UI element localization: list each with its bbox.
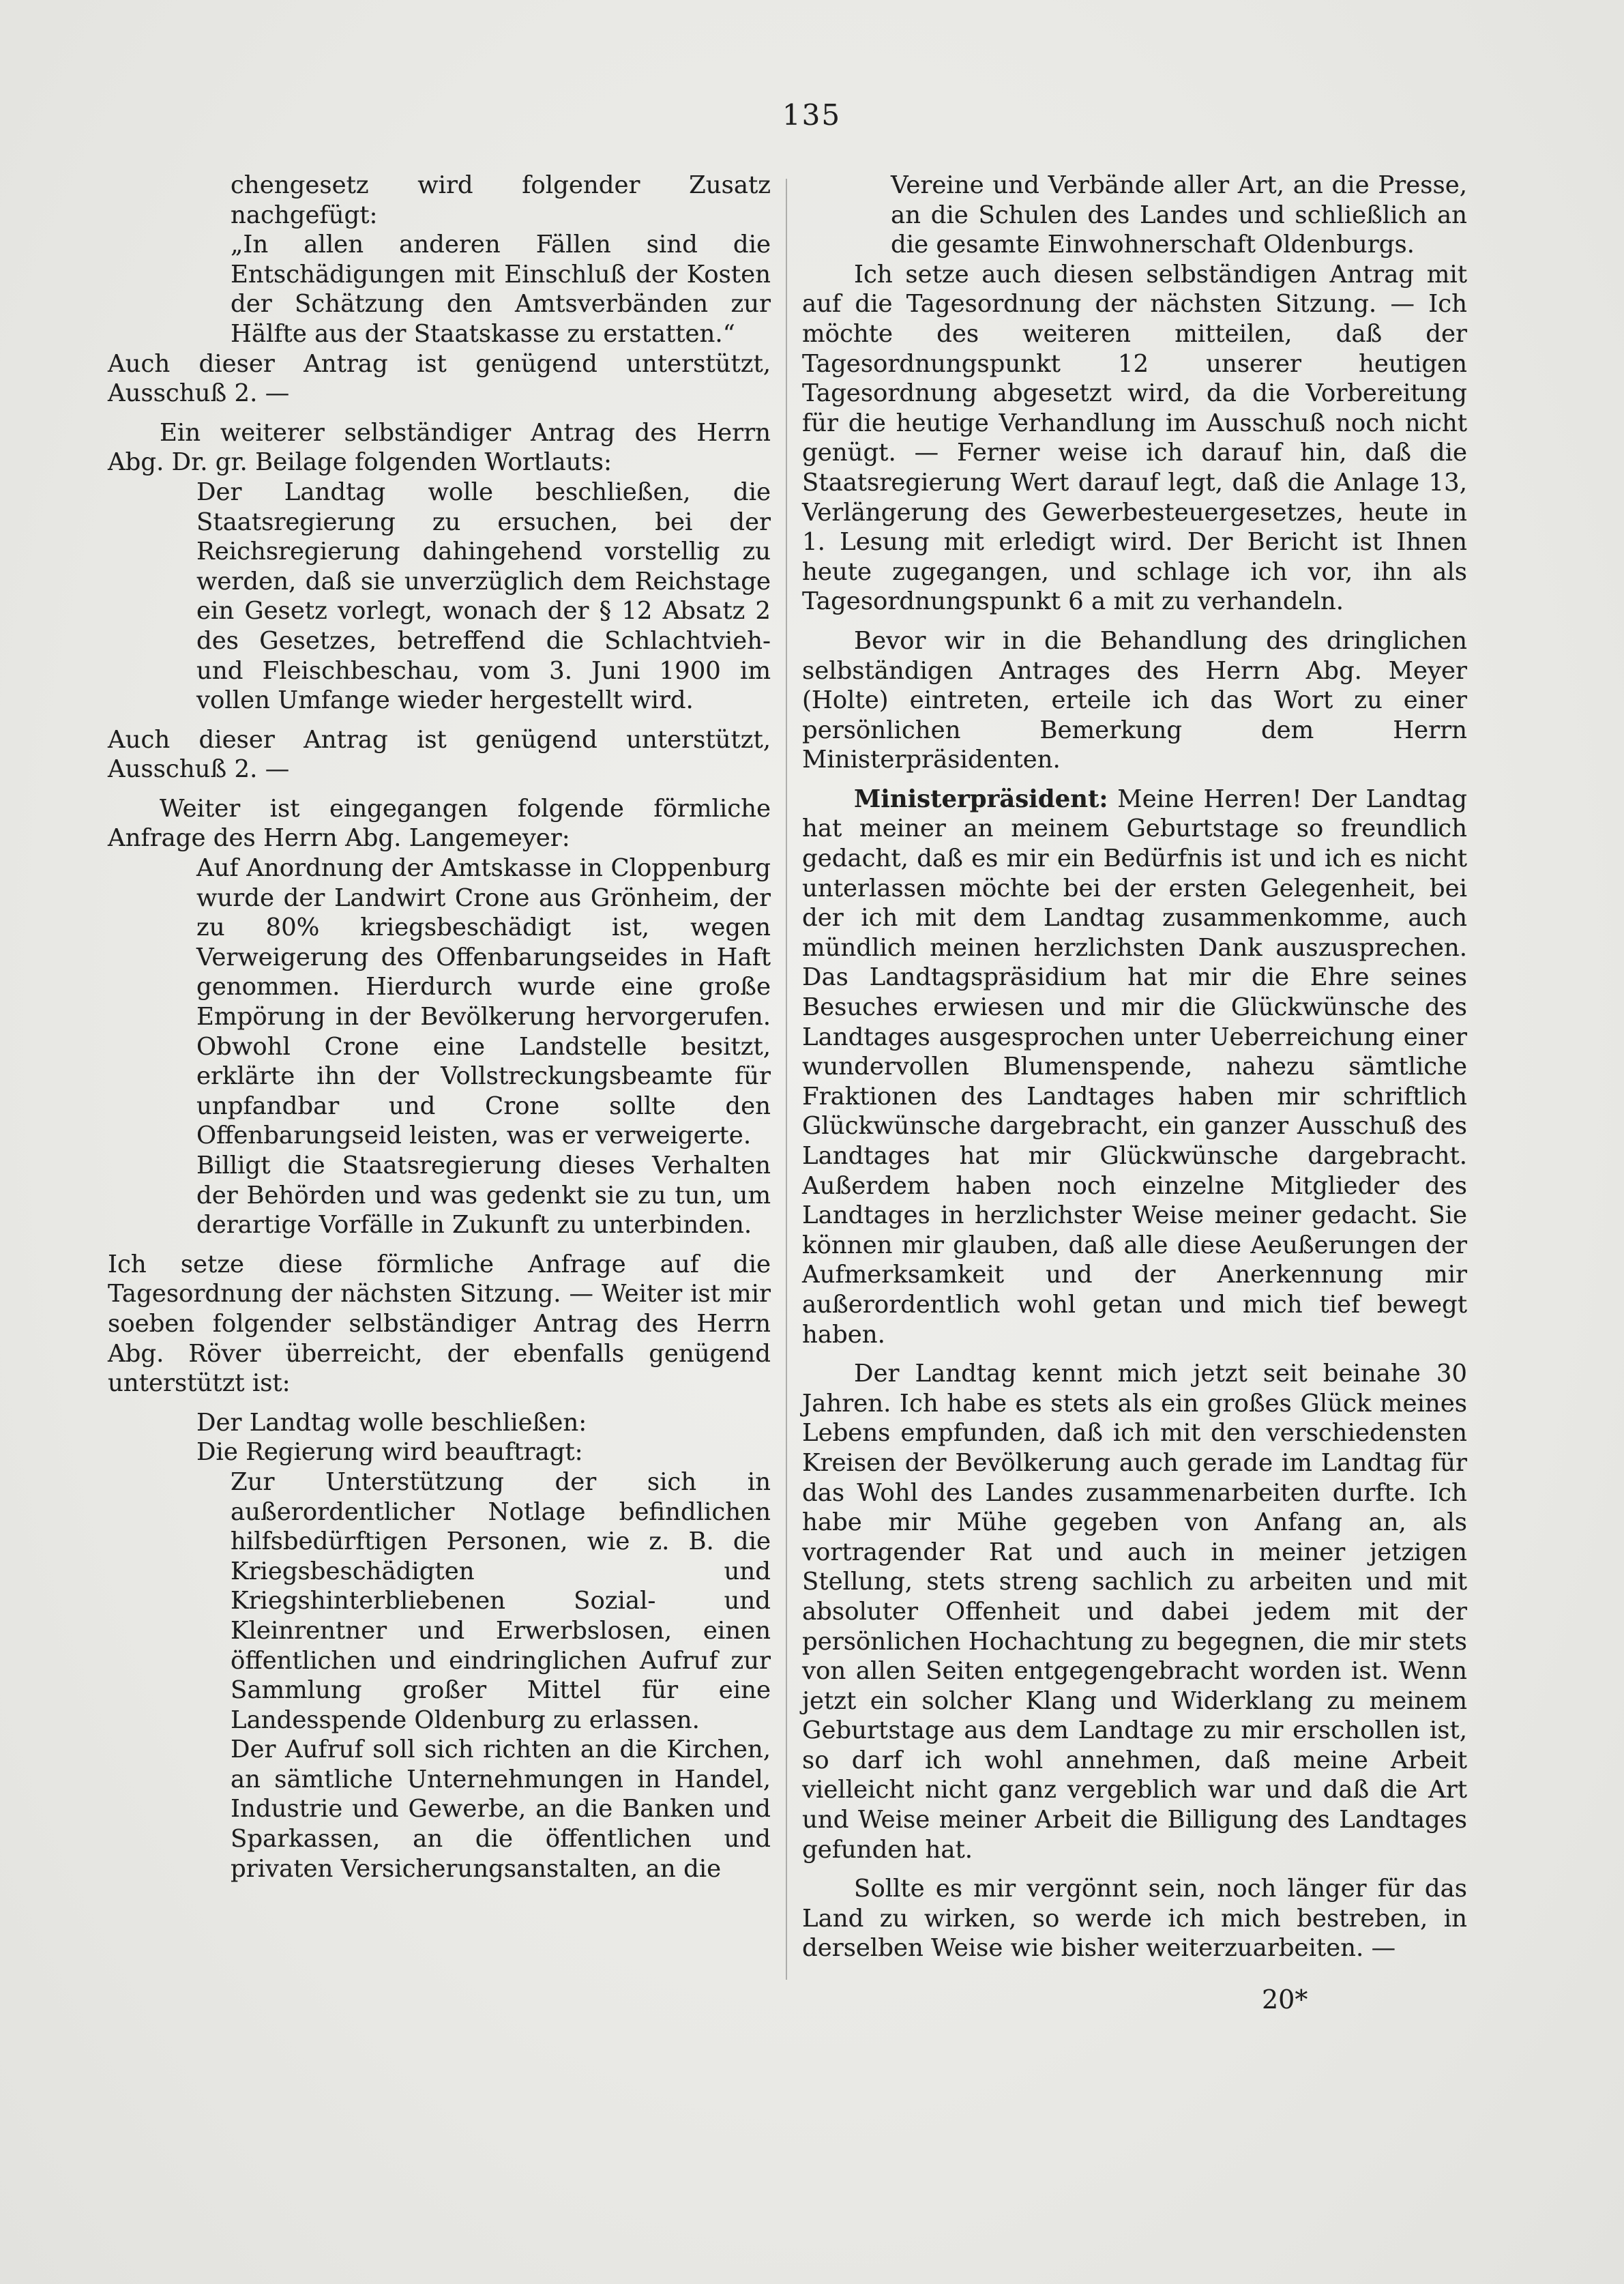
paragraph: Der Landtag kennt mich jetzt seit beinahe 30 Jahren. Ich habe es stets als ein großes Glück meines Lebens empfunden, daß ich mit den verschiedensten Kreisen der Bevölkerung auch gerade im Landtag für das Wohl des Landes zusammenarbeiten durfte. Ich habe mir Mühe gegeben von Anfang an, als vortragender Rat und auch in meiner jetzigen Stellung, stets streng sachlich zu arbeiten und mit absoluter Offenheit und dabei jedem mit der persönlichen Hochachtung zu begegnen, die mir stets von allen Seiten entgegengebracht worden ist. Wenn jetzt ein solcher Klang und Widerklang zu meinem Geburtstage aus dem Landtage zu mir erschollen ist, so darf ich wohl annehmen, daß meine Arbeit vielleicht nicht ganz vergeblich war und daß die Art und Weise meiner Arbeit die Billigung des Landtages gefunden hat. (802, 1360, 1467, 1864)
column-divider (786, 179, 787, 1980)
paragraph: Ich setze auch diesen selbständigen Antrag mit auf die Tagesordnung der nächsten Sitzung. — Ich möchte des weiteren mitteilen, daß der Tagesordnungspunkt 12 unserer heutigen Tagesordnung abgesetzt wird, da die Vorbereitung für die heutige Verhandlung im Ausschuß noch nicht genügt. — Ferner weise ich darauf hin, daß die Staatsregierung Wert darauf legt, daß die Anlage 13, Verlängerung des Gewerbesteuergesetzes, heute in 1. Lesung mit erledigt wird. Der Bericht ist Ihnen heute zugegangen, und schlage ich vor, ihn als Tagesordnungspunkt 6 a mit zu verhandeln. (802, 260, 1467, 616)
motion-heading: Der Landtag wolle beschließen: (196, 1408, 587, 1437)
paragraph: Bevor wir in die Behandlung des dringlichen selbständigen Antrages des Herrn Abg. Meyer (Holte) eintreten, erteile ich das Wort zu einer persönlichen Bemerkung dem Herrn Ministerpräsidenten. (802, 626, 1467, 774)
motion-body: Der Aufruf soll sich richten an die Kirchen, an sämtliche Unternehmungen in Handel, Industrie und Gewerbe, an die Banken und Sparkassen, an die öffentlichen und privaten Versicherungsanstalten, an die (231, 1736, 771, 1883)
paragraph: Ich setze diese förmliche Anfrage auf die Tagesordnung der nächsten Sitzung. — Weiter ist mir soeben folgender selbständiger Antrag des Herrn Abg. Röver überreicht, der ebenfalls genügend unterstützt ist: (108, 1250, 771, 1398)
speech-text: Meine Herren! Der Landtag hat meiner an meinem Geburtstage so freundlich gedacht, daß es mir ein Bedürfnis ist und ich es nicht unterlassen möchte bei der ersten Gelegenheit, bei der ich mit dem Landtag zusammenkomme, auch mündlich meinen herzlichsten Dank auszusprechen. Das Landtagspräsidium hat mir die Ehre seines Besuches erwiesen und mir die Glückwünsche des Landtages ausgesprochen unter Ueberreichung einer wundervollen Blumenspende, nahezu sämtliche Fraktionen des Landtages haben mir schriftlich Glückwünsche dargebracht, ein ganzer Ausschuß des Landtages hat mir Glückwünsche dargebracht. Außerdem haben noch einzelne Mitglieder des Landtages in herzlichster Weise meiner gedacht. Sie können mir glauben, daß alle diese Aeußerungen der Aufmerksamkeit und der Anerkennung mir außerordentlich wohl getan und mich tief bewegt haben. (802, 785, 1467, 1349)
speech-paragraph (802, 785, 1467, 1349)
motion-body: Zur Unterstützung der sich in außerordentlicher Notlage befindlichen hilfsbedürftigen Personen, wie z. B. die Kriegsbeschädigten und Kriegshinterbliebenen Sozial- und Kleinrentner und Erwerbslosen, einen öffentlichen und eindringlichen Aufruf zur Sammlung großer Mittel für eine Landesspende Oldenburg zu erlassen. (231, 1467, 771, 1734)
paragraph-continuation: chengesetz wird folgender Zusatz nachgefügt: (231, 171, 771, 229)
paragraph: Weiter ist eingegangen folgende förmliche Anfrage des Herrn Abg. Langemeyer: (108, 794, 771, 853)
paragraph: Ein weiterer selbständiger Antrag des Herrn Abg. Dr. gr. Beilage folgenden Wortlauts: (108, 418, 771, 477)
left-column (108, 171, 771, 1884)
motion-continuation: Vereine und Verbände aller Art, an die Presse, an die Schulen des Landes und schließlich an die gesamte Einwohnerschaft Oldenburgs. (891, 171, 1467, 259)
speaker-name: Ministerpräsident: (854, 785, 1108, 813)
sheet-signature: 20* (1262, 1985, 1308, 2015)
motion-subheading: Die Regierung wird beauftragt: (196, 1438, 583, 1467)
paragraph: Auch dieser Antrag ist genügend unterstützt, Ausschuß 2. — (108, 349, 771, 408)
page-number: 135 (782, 98, 842, 132)
inquiry-question: Billigt die Staatsregierung dieses Verhalten der Behörden und was gedenkt sie zu tun, um derartige Vorfälle in Zukunft zu unterbinden. (196, 1152, 771, 1240)
motion-text: Der Landtag wolle beschließen, die Staatsregierung zu ersuchen, bei der Reichsregierung dahingehend vorstellig zu werden, daß sie unverzüglich dem Reichstage ein Gesetz vorlegt, wonach der § 12 Absatz 2 des Gesetzes, betreffend die Schlachtvieh- und Fleischbeschau, vom 3. Juni 1900 im vollen Umfange wieder hergestellt wird. (196, 478, 771, 715)
inquiry-text: Auf Anordnung der Amtskasse in Cloppenburg wurde der Landwirt Crone aus Grönheim, der zu 80% kriegsbeschädigt ist, wegen Verweigerung des Offenbarungseides in Haft genommen. Hierdurch wurde eine große Empörung in der Bevölkerung hervorgerufen. Obwohl Crone eine Landstelle besitzt, erklärte ihn der Vollstreckungsbeamte für unpfandbar und Crone sollte den Offenbarungseid leisten, was er verweigerte. (196, 854, 771, 1150)
quoted-addition: „In allen anderen Fällen sind die Entschädigungen mit Einschluß der Kosten der Schätzung den Amtsverbänden zur Hälfte aus der Staatskasse zu erstatten.“ (231, 231, 771, 348)
right-column (802, 171, 1467, 1963)
paragraph: Sollte es mir vergönnt sein, noch länger für das Land zu wirken, so werde ich mich bestreben, in derselben Weise wie bisher weiterzuarbeiten. — (802, 1875, 1467, 1963)
paragraph: Auch dieser Antrag ist genügend unterstützt, Ausschuß 2. — (108, 725, 771, 784)
